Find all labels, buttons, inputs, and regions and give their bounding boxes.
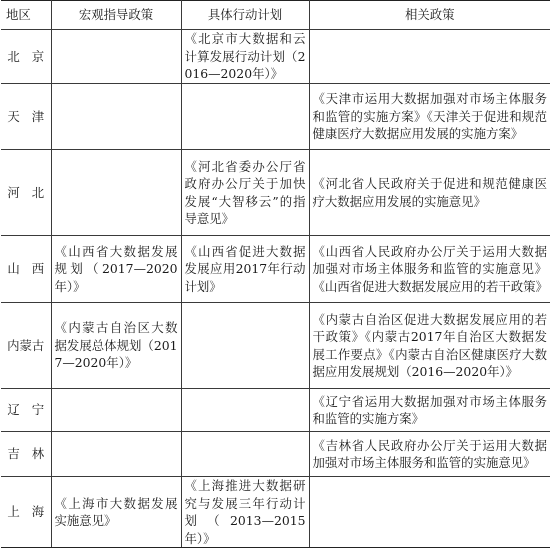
action-plan-cell: 《上海推进大数据研究与发展三年行动计划（2013—2015年）》 <box>181 477 309 548</box>
table-row <box>1 84 550 150</box>
action-plan-cell <box>181 84 309 150</box>
action-plan-cell <box>181 303 309 389</box>
action-plan-cell <box>181 389 309 432</box>
region-cell: 辽宁 <box>1 389 51 432</box>
region-cell: 北京 <box>1 30 51 84</box>
policy-table-container <box>1 0 550 548</box>
related-policy-cell <box>309 30 550 84</box>
header-related-policy: 相关政策 <box>309 1 550 30</box>
table-header-row <box>1 1 550 30</box>
action-plan-cell: 《山西省促进大数据发展应用2017年行动计划》 <box>181 236 309 303</box>
related-policy-cell <box>309 477 550 548</box>
macro-policy-cell: 《内蒙古自治区大数据发展总体规划（2017—2020年）》 <box>51 303 181 389</box>
region-cell: 吉林 <box>1 432 51 477</box>
header-action-plan: 具体行动计划 <box>181 1 309 30</box>
macro-policy-cell <box>51 150 181 236</box>
header-region: 地区 <box>1 1 51 30</box>
header-macro-policy: 宏观指导政策 <box>51 1 181 30</box>
action-plan-cell <box>181 432 309 477</box>
region-cell: 天津 <box>1 84 51 150</box>
macro-policy-cell: 《上海市大数据发展实施意见》 <box>51 477 181 548</box>
region-cell: 山西 <box>1 236 51 303</box>
related-policy-cell: 《内蒙古自治区促进大数据发展应用的若干政策》《内蒙古2017年自治区大数据发展工作要点》《内蒙古自治区健康医疗大数据应用发展规划（2016—2020年）》 <box>309 303 550 389</box>
related-policy-cell: 《河北省人民政府关于促进和规范健康医疗大数据应用发展的实施意见》 <box>309 150 550 236</box>
macro-policy-cell <box>51 84 181 150</box>
related-policy-cell: 《山西省人民政府办公厅关于运用大数据加强对市场主体服务和监管的实施意见》《山西省促进大数据发展应用的若干政策》 <box>309 236 550 303</box>
related-policy-cell: 《吉林省人民政府办公厅关于运用大数据加强对市场主体服务和监管的实施意见》 <box>309 432 550 477</box>
table-row <box>1 303 550 389</box>
macro-policy-cell <box>51 432 181 477</box>
macro-policy-cell <box>51 389 181 432</box>
region-cell: 内蒙古 <box>1 303 51 389</box>
policy-table <box>1 0 550 548</box>
table-row <box>1 150 550 236</box>
related-policy-cell: 《辽宁省运用大数据加强对市场主体服务和监管的实施方案》 <box>309 389 550 432</box>
table-row <box>1 30 550 84</box>
action-plan-cell: 《河北省委办公厅省政府办公厅关于加快发展“大智移云”的指导意见》 <box>181 150 309 236</box>
table-row <box>1 236 550 303</box>
macro-policy-cell <box>51 30 181 84</box>
table-row <box>1 389 550 432</box>
related-policy-cell: 《天津市运用大数据加强对市场主体服务和监管的实施方案》《天津关于促进和规范健康医疗大数据应用发展的实施方案》 <box>309 84 550 150</box>
table-row <box>1 477 550 548</box>
table-row <box>1 432 550 477</box>
region-cell: 上海 <box>1 477 51 548</box>
region-cell: 河北 <box>1 150 51 236</box>
macro-policy-cell: 《山西省大数据发展规划（2017—2020年）》 <box>51 236 181 303</box>
action-plan-cell: 《北京市大数据和云计算发展行动计划（2016—2020年）》 <box>181 30 309 84</box>
